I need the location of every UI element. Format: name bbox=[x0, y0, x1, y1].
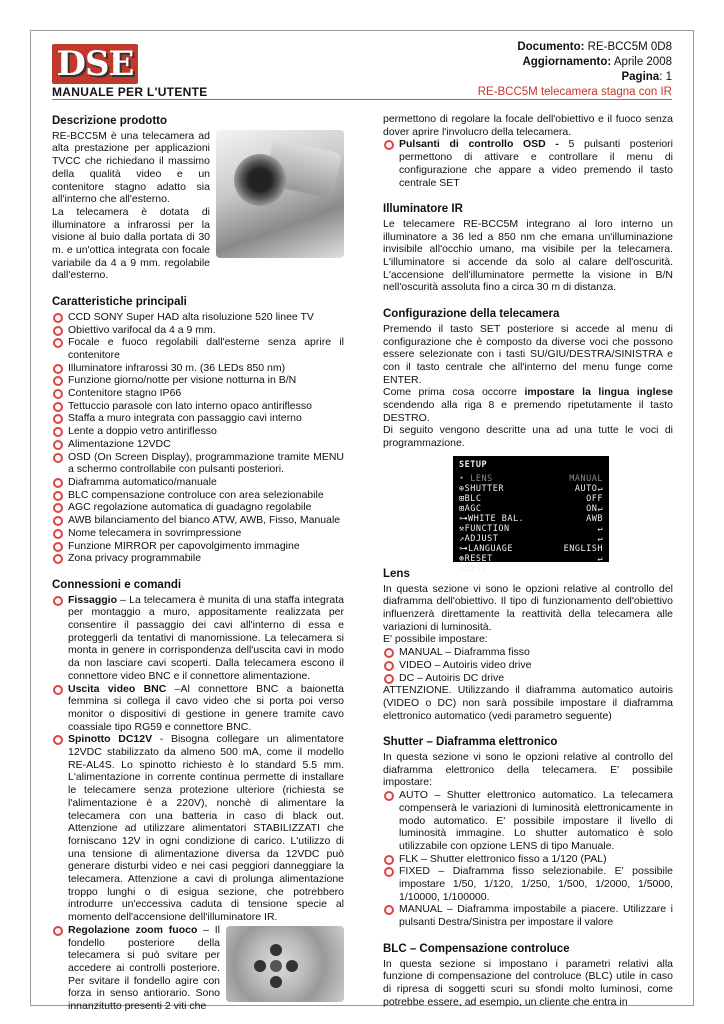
list-item: Focale e fuoco regolabili dall'esterne senza aprire il contenitore bbox=[52, 336, 344, 361]
document-header bbox=[52, 40, 672, 100]
connessioni-heading: Connessioni e comandi bbox=[52, 578, 182, 591]
list-item: OSD (On Screen Display), programmazione tramite MENU a schermo controllabile con pulsanti posteriori. bbox=[52, 451, 344, 476]
list-item: DC – Autoiris DC drive bbox=[383, 672, 673, 685]
lens-p1: In questa sezione vi sono le opzioni relative al controllo del diaframma dell'obiettivo. Il tipo di funzionamento dell'obiettivo influenzerà direttamente la reattività della telecamera alle variazioni di luminosità. bbox=[383, 582, 673, 633]
pagina-value: : 1 bbox=[659, 71, 672, 83]
intro-text: permettono di regolare la focale dell'obiettivo e il fuoco senza dover aprire l'involucro della telecamera. bbox=[383, 113, 673, 138]
osd-row: ⊞AGC ON↵ bbox=[459, 503, 603, 514]
camera-back-photo bbox=[226, 926, 344, 1002]
list-item: Alimentazione 12VDC bbox=[52, 438, 344, 451]
list-item: AWB bilanciamento del bianco ATW, AWB, Fisso, Manuale bbox=[52, 514, 344, 527]
uscita-video-item: Uscita video BNC –Al connettore BNC a baionetta femmina si collega il cavo video che si porta poi verso monitor o dispositivi di gestione in genere tramite cavo coassiale tipo RG59 e connettore BNC. bbox=[52, 683, 344, 734]
list-item: CCD SONY Super HAD alta risoluzione 520 linee TV bbox=[52, 311, 344, 324]
osd-row: ⊶WHITE BAL. AWB bbox=[459, 513, 603, 524]
documento-value: RE-BCC5M 0D8 bbox=[587, 41, 672, 53]
documento-label: Documento: bbox=[517, 41, 585, 53]
osd-setup-menu-screenshot bbox=[453, 456, 609, 574]
shutter-p1: In questa sezione vi sono le opzioni relative al controllo del diaframma elettronico della telecamera. E' possibile impostare: bbox=[383, 751, 673, 789]
lens-heading: Lens bbox=[383, 567, 410, 580]
shutter-heading: Shutter – Diaframma elettronico bbox=[383, 736, 558, 749]
list-item: VIDEO – Autoiris video drive bbox=[383, 659, 673, 672]
list-item: Illuminatore infrarossi 30 m. (36 LEDs 850 nm) bbox=[52, 362, 344, 375]
list-item: Nome telecamera in sovrimpressione bbox=[52, 527, 344, 540]
list-item: FLK – Shutter elettronico fisso a 1/120 (PAL) bbox=[383, 853, 673, 866]
osd-row: ↗EXIT bbox=[459, 563, 488, 574]
descrizione-p2: La telecamera è dotata di illuminatore a infrarossi per la visione al buio dalla portata di 30 m. e un'ottica integrata con focale variabile da 4 a 9 mm. regolabile dall'esterno. bbox=[52, 205, 210, 282]
osd-row: ⊛RESET ↵ bbox=[459, 553, 603, 564]
fissaggio-item: Fissaggio – La telecamera è munita di una staffa integrata per montaggio a muro, appositamente realizzata per consentire il passaggio dei cavi all'interno di essa e proteggerli da tentativi di manomissione. La telecamera si monta in genere in corrispondenza dell'uscita cavi in modo da non lasciare cavi scoperti. Dalla telecamera escono il connettore video BNC e il connettore alimentazione. bbox=[52, 594, 344, 683]
osd-title: SETUP bbox=[459, 459, 488, 470]
list-item: Diaframma automatico/manuale bbox=[52, 476, 344, 489]
descrizione-heading: Descrizione prodotto bbox=[52, 115, 168, 127]
ir-text: Le telecamere RE-BCC5M integrano al loro interno un illuminatore a 36 led a 850 nm che emana un'illuminazione invisibile all'occhio umano, ma visibile per la telecamera. L'illuminatore si accende da solo al calare dell'oscurità. L'accensione dell'illuminatore permette la visione in B/N nell'oscurità assoluta fino a circa 30 m di distanza. bbox=[383, 217, 673, 294]
aggiornamento-value: Aprile 2008 bbox=[613, 56, 672, 68]
pulsanti-item: Pulsanti di controllo OSD - 5 pulsanti posteriori permettono di attivare e controllare il menu di configurazione che appare a video premendo il tasto centrale SET bbox=[383, 138, 673, 189]
list-item: Lente a doppio vetro antiriflesso bbox=[52, 425, 344, 438]
osd-row: ⚒FUNCTION ↵ bbox=[459, 523, 603, 534]
osd-row: ↗ADJUST ↵ bbox=[459, 533, 603, 544]
right-column bbox=[383, 113, 673, 1008]
list-item: Funzione giorno/notte per visione notturna in B/N bbox=[52, 374, 344, 387]
osd-row: ⊕SHUTTER AUTO↵ bbox=[459, 483, 603, 494]
regolazione-item: Regolazione zoom fuoco – Il fondello posteriore della telecamera si può svitare per accedere ai controlli posteriore. Per svitare il fondello agire con forza in senso antiorario. Sono innanzitutto presenti 2 viti che bbox=[52, 924, 344, 1013]
list-item: FIXED – Diaframma fisso selezionabile. E' possibile impostare 1/50, 1/120, 1/250, 1/500, 1/2000, 1/5000, 1/10000, 1/100000. bbox=[383, 865, 673, 903]
blc-heading: BLC – Compensazione controluce bbox=[383, 942, 570, 955]
caratteristiche-heading: Caratteristiche principali bbox=[52, 296, 187, 309]
lens-p2: E' possibile impostare: bbox=[383, 633, 488, 646]
list-item: MANUAL – Diaframma impostabile a piacere. Utilizzare i pulsanti Destra/Sinistra per impostare il valore bbox=[383, 903, 673, 928]
lens-p3: ATTENZIONE. Utilizzando il diaframma automatico autoiris (VIDEO o DC) non sarà possibile impostare il diaframma elettronico automatico (vedi parametro seguente) bbox=[383, 684, 673, 722]
list-item: Obiettivo varifocal da 4 a 9 mm. bbox=[52, 324, 344, 337]
left-column bbox=[52, 113, 344, 1013]
list-item: MANUAL – Diaframma fisso bbox=[383, 646, 673, 659]
lens-list bbox=[383, 646, 673, 684]
ir-heading: Illuminatore IR bbox=[383, 203, 463, 216]
pagina-label: Pagina bbox=[621, 71, 660, 83]
list-item: Funzione MIRROR per capovolgimento immagine bbox=[52, 540, 344, 553]
dse-logo: DSE bbox=[52, 44, 138, 84]
list-item: Staffa a muro integrata con passaggio cavi interno bbox=[52, 412, 344, 425]
config-p1: Premendo il tasto SET posteriore si accede al menu di configurazione che è composto da diverse voci che possono essere selezionate con i tasti SU/GIU/DESTRA/SINISTRA e con il tasto centrale che all'interno del menu funge come ENTER. bbox=[383, 322, 673, 386]
product-line: RE-BCC5M telecamera stagna con IR bbox=[477, 86, 672, 98]
list-item: BLC compensazione controluce con area selezionabile bbox=[52, 489, 344, 502]
osd-row: ⊞BLC OFF bbox=[459, 493, 603, 504]
list-item: AGC regolazione automatica di guadagno regolabile bbox=[52, 501, 344, 514]
camera-photo bbox=[216, 130, 344, 258]
list-item: Zona privacy programmabile bbox=[52, 552, 344, 565]
spinotto-item: Spinotto DC12V - Bisogna collegare un alimentatore 12VDC stabilizzato da almeno 500 mA, come il modello RE-AL4S. Lo spinotto richiesto è lo standard 5.5 mm. L'alimentazione in corrente continua permette di installare le telecamere senza protezione ulteriore (richiesta se l'alimentazione è a 220V), nonchè di alimentare la telecamera con una batteria in caso di black out. Attenzione ad utilizzare alimentatori STABILIZZATI che forniscano 12V in ogni condizione di carico. L'utilizzo di una tensione di alimentazione diversa da 12VDC può generare disturbi video e nei casi peggiori danneggiare la telecamera. Attenzione a cavi di prolunga alimentazione troppo lunghi o di esigua sezione, che potrebbero introdurre un'eccessiva caduta di tensione specie al momento dell'accensione dell'illuminatore IR. bbox=[52, 733, 344, 924]
shutter-list bbox=[383, 789, 673, 929]
config-heading: Configurazione della telecamera bbox=[383, 308, 560, 321]
list-item: AUTO – Shutter elettronico automatico. La telecamera compenserà le variazioni di luminosità elettronicamente in modo automatico. E' possibile impostare il livello di luminosità immagine. Lo shutter automatico è solo utilizzabile con opzione LENS di tipo Manuale. bbox=[383, 789, 673, 853]
osd-row: • LENS MANUAL bbox=[459, 473, 603, 484]
connessioni-list bbox=[52, 594, 344, 1013]
manual-title: MANUALE PER L'UTENTE bbox=[52, 85, 208, 99]
caratteristiche-list bbox=[52, 311, 344, 565]
document-info bbox=[478, 40, 672, 100]
header-divider bbox=[52, 99, 672, 100]
aggiornamento-label: Aggiornamento: bbox=[522, 56, 612, 68]
list-item: Contenitore stagno IP66 bbox=[52, 387, 344, 400]
config-p3: Di seguito vengono descritte una ad una tutte le voci di programmazione. bbox=[383, 424, 673, 450]
blc-p1: In questa sezione si impostano i parametri relativi alla funzione di compensazione del controluce (BLC) utile in caso di ripresa di soggetti scuri su sfondi molto luminosi, come potrebbe essere, ad esempio, un cliente che entra in bbox=[383, 957, 673, 1008]
descrizione-p1: RE-BCC5M è una telecamera ad alta prestazione per applicazioni TVCC che richiedano il massimo della qualità video e un contenitore stagno adatto sia all'interno che all'esterno. bbox=[52, 129, 210, 206]
list-item: Tettuccio parasole con lato interno opaco antiriflesso bbox=[52, 400, 344, 413]
config-p2: Come prima cosa occorre impostare la lingua inglese scendendo alla riga 8 e premendo ripetutamente il tasto DESTRO. bbox=[383, 386, 674, 424]
osd-row: ⊶LANGUAGE ENGLISH bbox=[459, 543, 603, 554]
